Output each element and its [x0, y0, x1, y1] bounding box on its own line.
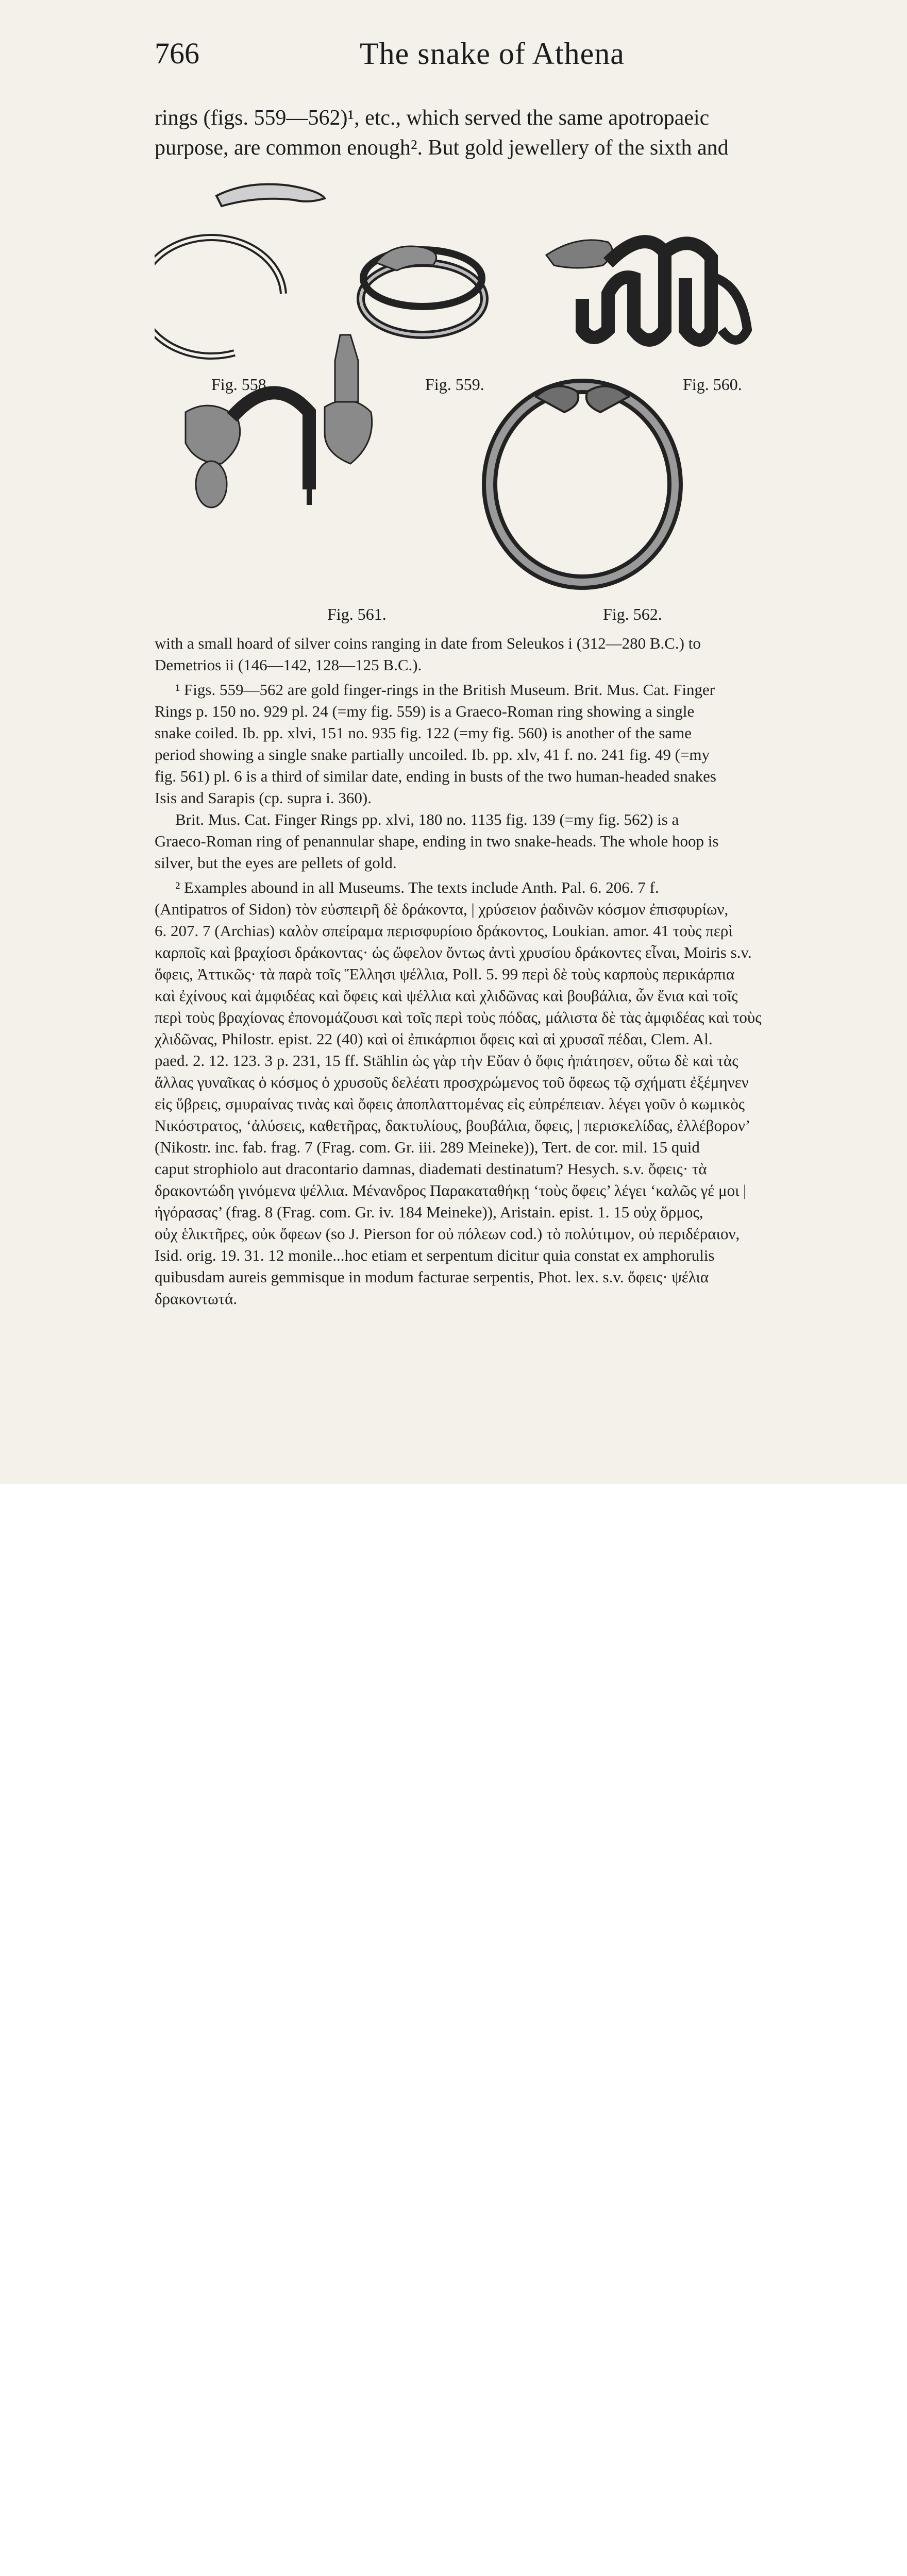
footnote-2-line: δρακοντώδη γινόμενα ψέλλια. Μένανδρος Παρακαταθήκῃ ‘τοὺς ὄφεις’ λέγει ‘καλῶς γέ μοι | — [155, 1181, 747, 1199]
footnote-1-line: Brit. Mus. Cat. Finger Rings pp. xlvi, 180 no. 1135 fig. 139 (=my fig. 562) is a — [175, 810, 679, 828]
fig-560-uncoiled-snake-ring — [546, 240, 747, 340]
footnote-1-line: period showing a single snake partially uncoiled. Ib. pp. xlv, 41 f. no. 241 fig. 49 (=my — [155, 745, 710, 764]
body-paragraph — [155, 103, 871, 163]
fig-559-coiled-snake-ring — [361, 246, 484, 335]
footnote-continuation: with a small hoard of silver coins ranging in date from Seleukos i (312—280 B.C.) to — [155, 634, 701, 652]
figure-plate — [155, 175, 876, 634]
page-number: 766 — [155, 37, 199, 70]
body-line: purpose, are common enough². But gold jewellery of the sixth and — [155, 136, 729, 160]
footnote-2-line: χλιδῶνας, Philostr. epist. 22 (40) καὶ οἱ ἐπικάρπιοι ὄφεις καὶ αἱ χρυσαῖ πέδαι, Clem. Al. — [155, 1030, 713, 1048]
footnote-2-line: καρποῖς καὶ βραχίοσι δράκοντας· ὡς ὤφελον ὄντως ἀντὶ χρυσίου δράκοντες εἶναι, Moiris s.v. — [155, 943, 752, 961]
caption-fig-558: Fig. 558. — [211, 375, 271, 394]
footnote-2-line: caput strophiolo aut dracontario damnas, diademati destinatum? Hesych. s.v. ὄφεις· τὰ — [155, 1160, 707, 1178]
footnote-2-line: περὶ τοὺς βραχίονας ἐπονομάζουσι καὶ τοῖς περὶ τοὺς πόδας, μάλιστα δὲ τὰς ἀμφιδέας καὶ τοὺς — [155, 1008, 762, 1026]
footnote-1-line: Rings p. 150 no. 929 pl. 24 (=my fig. 559) is a Graeco-Roman ring showing a single — [155, 702, 695, 720]
footnote-2-line: ὄφεις, Ἀττικῶς· τὰ παρὰ τοῖς Ἕλλησι ψέλλια, Poll. 5. 99 περὶ δὲ τοὺς καρποὺς περικάρπια — [155, 965, 735, 983]
footnote-2-line: ἠγόρασας’ (frag. 8 (Frag. com. Gr. iv. 184 Meineke)), Aristain. epist. 1. 15 οὐχ ὅρμος, — [155, 1203, 703, 1221]
footnote-1-line: snake coiled. Ib. pp. xlvi, 151 no. 935 fig. 122 (=my fig. 560) is another of the same — [155, 724, 692, 742]
footnote-1-line: Isis and Sarapis (cp. supra i. 360). — [155, 789, 372, 807]
caption-fig-561: Fig. 561. — [327, 605, 387, 623]
caption-fig-559: Fig. 559. — [425, 375, 484, 394]
footnote-1-line: fig. 561) pl. 6 is a third of similar date, ending in busts of the two human-headed snakes — [155, 767, 716, 785]
caption-fig-560: Fig. 560. — [683, 375, 742, 394]
footnote-2-line: καὶ ἐχίνους καὶ ἀμφιδέας καὶ ὄφεις καὶ ψέλλια καὶ χλιδῶνας καὶ βουβάλια, ὧν ἔνια καὶ τοῖς — [155, 987, 738, 1005]
footnote-1-line: silver, but the eyes are pellets of gold. — [155, 854, 397, 872]
fig-562-penannular-ring — [490, 386, 675, 582]
footnotes — [155, 633, 871, 1310]
running-title: The snake of Athena — [360, 37, 625, 71]
viewer-footer — [0, 1484, 907, 1522]
fig-558-ring — [155, 184, 325, 357]
footnote-2-line: paed. 2. 12. 123. 3 p. 231, 15 ff. Stählin ὡς γὰρ τὴν Εὔαν ὁ ὄφις ἠπάτησεν, οὕτω δὲ καὶ τὰς — [155, 1052, 738, 1070]
body-line: rings (figs. 559—562)¹, etc., which served the same apotropaeic — [155, 106, 710, 130]
footnote-1-line: Graeco-Roman ring of penannular shape, ending in two snake-heads. The whole hoop is — [155, 832, 719, 850]
caption-fig-562: Fig. 562. — [603, 605, 662, 623]
footnote-2-line: 6. 207. 7 (Archias) καλὸν σπείραμα περισφυρίοιο δράκοντος, Loukian. amor. 41 τοὺς περὶ — [155, 922, 733, 940]
footnote-2-line: quibusdam aureis gemmisque in modum facturae serpentis, Phot. lex. s.v. ὄφεις· ψέλια — [155, 1268, 709, 1286]
footnote-2-line: Νικόστρατος, ‘ἀλύσεις, καθετῆρας, δακτυλίους, βουβάλια, ὄφεις, | περισκελίδας, ἐλλέβορον’ — [155, 1116, 751, 1134]
figure-illustrations — [155, 175, 876, 634]
footnote-continuation: Demetrios ii (146—142, 128—125 B.C.). — [155, 656, 422, 674]
footnote-2-line: (Antipatros of Sidon) τὸν εὐσπειρῆ δὲ δράκοντα, | χρύσειον ῥαδινῶν κόσμον ἐπισφυρίων, — [155, 900, 729, 918]
footnote-2-line: οὐχ ἑλικτῆρες, οὐκ ὄφεων (so J. Pierson for οὐ πόλεων cod.) τὸ πολύτιμον, οὐ περιδέραιον, — [155, 1225, 740, 1243]
footnote-2-line: (Nikostr. inc. fab. frag. 7 (Frag. com. Gr. iii. 289 Meineke)), Tert. de cor. mil. 15 quid — [155, 1138, 700, 1156]
footnote-2: ² Examples abound in all Museums. The texts include Anth. Pal. 6. 206. 7 f. — [175, 878, 659, 896]
footnote-2-line: εἰς ὕβρεις, σμυραίνας τινὰς καὶ ὄφεις ἀποπλαττομένας εἰς εὐπρέπειαν. λέγει γοῦν ὁ κωμικὸς — [155, 1095, 745, 1113]
fig-561-isis-sarapis-ring — [186, 335, 372, 507]
footnote-2-line: ἄλλας γυναῖκας ὁ κόσμος ὁ χρυσοῦς δελέατι προσχρώμενος τοῦ ὄφεως τῷ σχήματι ἐξέμηνεν — [155, 1073, 749, 1091]
footnote-2-line: δρακοντωτά. — [155, 1290, 238, 1308]
page-header — [155, 36, 721, 82]
footnote-1: ¹ Figs. 559—562 are gold finger-rings in the British Museum. Brit. Mus. Cat. Finger — [175, 681, 715, 699]
footnote-2-line: Isid. orig. 19. 31. 12 monile...hoc etiam et serpentum dicitur quia constat ex amphorulis — [155, 1246, 715, 1264]
